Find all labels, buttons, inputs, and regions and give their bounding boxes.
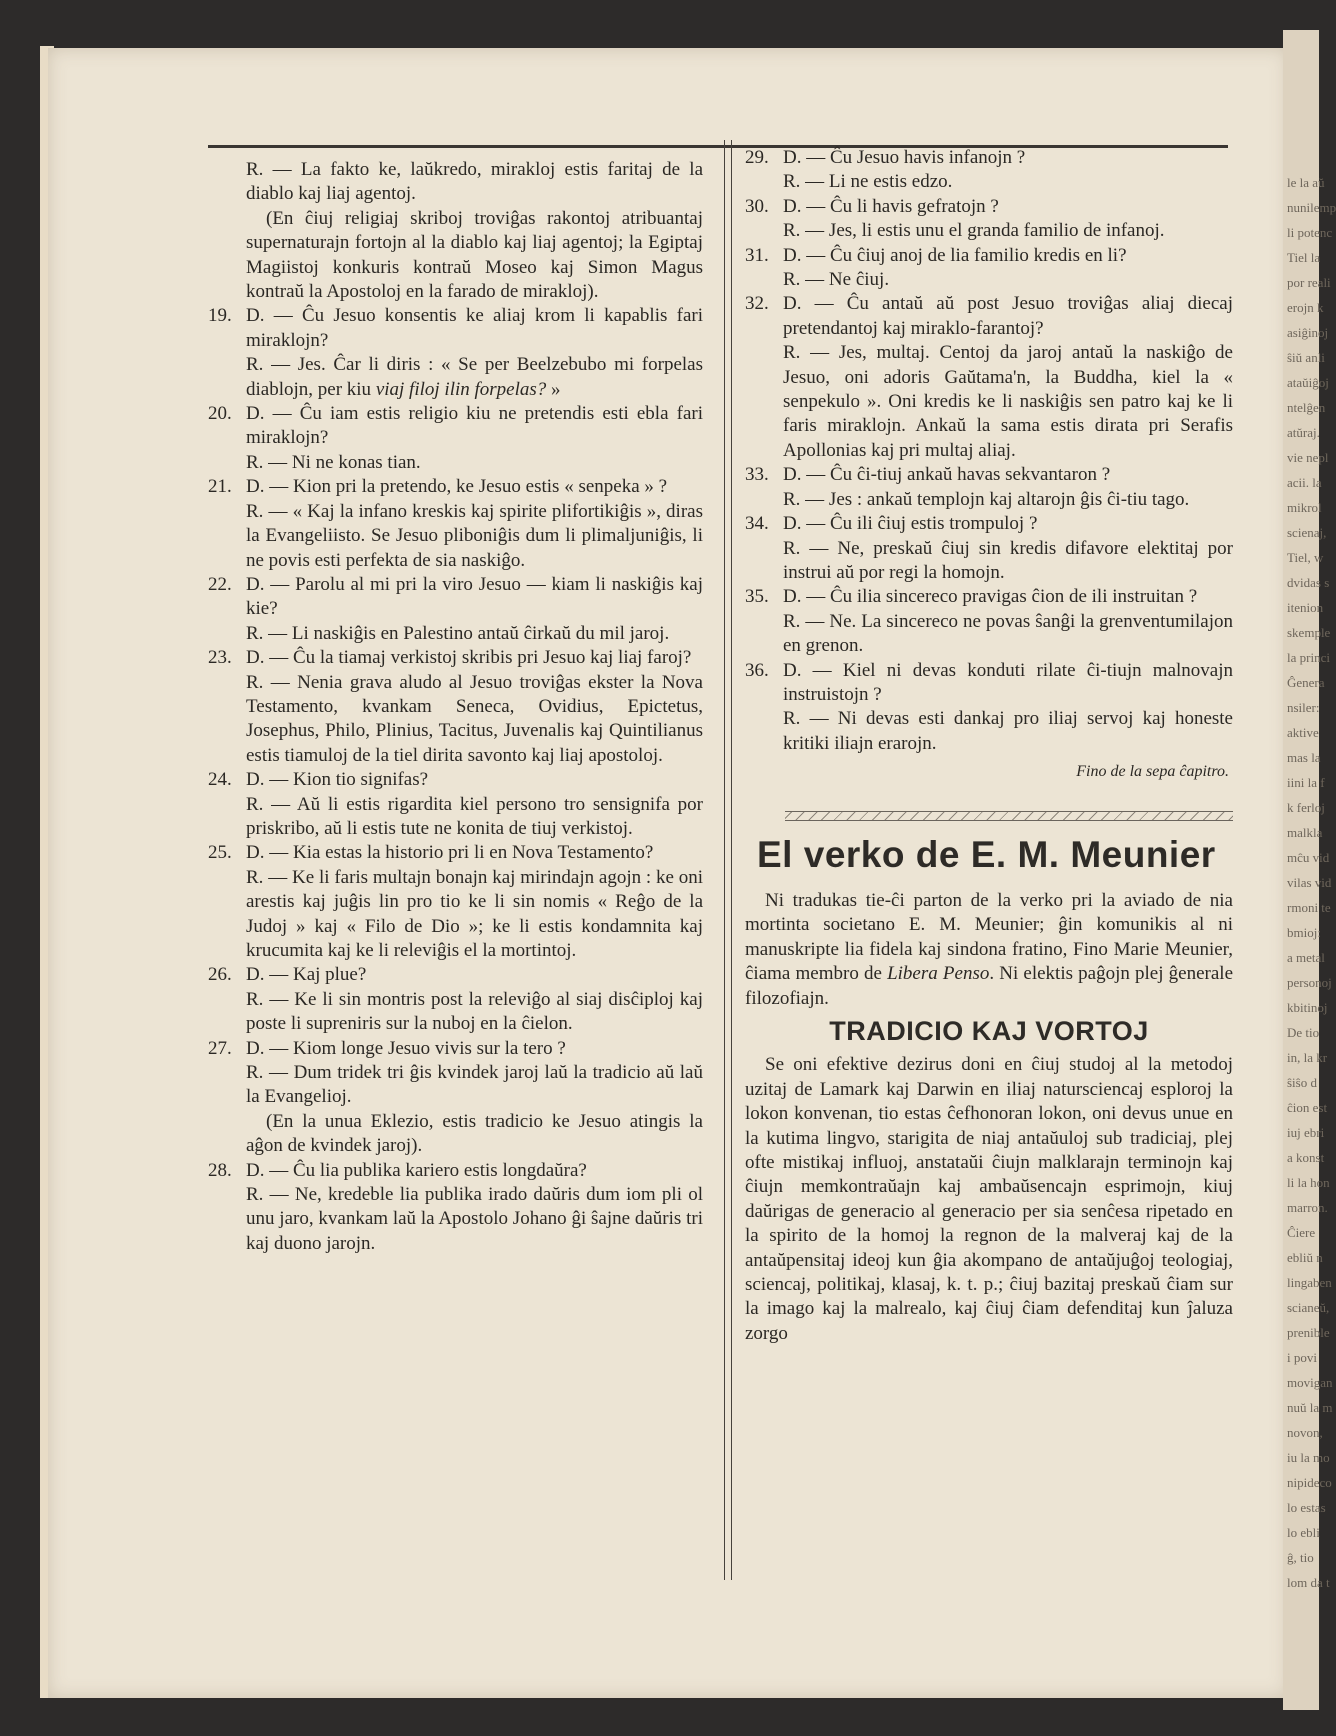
adjacent-page-line: mikrol — [1287, 500, 1322, 515]
adjacent-page-line: k ferloj — [1287, 800, 1325, 815]
adjacent-page-line: in, la kr — [1287, 1050, 1328, 1065]
adjacent-page-line: Ĝenera — [1287, 675, 1325, 690]
question-number: 29. — [745, 147, 769, 168]
question-item — [208, 402, 703, 451]
adjacent-page-line: ebliŭ n — [1287, 1250, 1323, 1265]
question-number: 35. — [745, 586, 769, 608]
question-number: 25. — [208, 842, 232, 864]
question-item — [208, 963, 703, 987]
question-number: 30. — [745, 195, 769, 217]
adjacent-page-line: lo ebli — [1287, 1525, 1320, 1540]
adjacent-page-line: personoj — [1287, 975, 1332, 990]
adjacent-page-line: la princi — [1287, 650, 1330, 665]
question-text: D. — Ĉu la tiamaj verkistoj skribis pri Jesuo kaj liaj faroj? — [246, 647, 692, 669]
adjacent-page-line: dvidas s — [1287, 575, 1330, 590]
adjacent-page-line: aktive — [1287, 725, 1319, 740]
question-item — [745, 146, 1233, 170]
question-item — [745, 244, 1233, 268]
question-text: D. — Ĉu Jesuo havis infanojn ? — [783, 147, 1026, 168]
answer-text: R. — Ke li sin montris post la releviĝo al siaj disĉiploj kaj poste li supreniris sur la nuboj en la ĉielon. — [246, 988, 703, 1035]
adjacent-page-line: le la aŭ — [1287, 175, 1325, 190]
answer-text: R. — Ne, preskaŭ ĉiuj sin kredis difavore elektitaj por instrui aŭ por regi la homojn. — [783, 537, 1233, 583]
adjacent-page-line: iini la f — [1287, 775, 1325, 790]
adjacent-page-line: skemple — [1287, 625, 1331, 640]
adjacent-page-line: por reali — [1287, 275, 1331, 290]
question-number: 31. — [745, 244, 769, 266]
adjacent-page-line: scianeŭ, — [1287, 1300, 1330, 1315]
question-number: 20. — [208, 403, 232, 425]
question-text: D. — Ĉu Jesuo konsentis ke aliaj krom li kapablis fari miraklojn? — [246, 305, 703, 351]
left-column — [208, 158, 703, 1256]
question-item — [208, 304, 703, 353]
question-item — [745, 463, 1233, 487]
question-text: D. — Kaj plue? — [246, 964, 367, 986]
question-item — [745, 659, 1233, 708]
chapter-end-note: Fino de la sepa ĉapitro. — [1076, 763, 1229, 781]
section-body: Se oni efektive dezirus doni en ĉiuj studoj al la metodoj uzitaj de Lamark kaj Darwin en iliaj natursciencaj esploroj la lokon konvenan, tio estas ĉefhonoran lokon, oni devus unue en la kutima lingvo, starigita de niaj antaŭuloj sub tradiciaj, plej ofte mistikaj influoj, anstataŭi ĉiujn malklarajn terminojn kaj ĉiujn memkontraŭajn kaj ambaŭsencajn esprimojn, kiuj daŭrigas de generacio al generacio per sia senĉesa ripetado en la spirito de la homoj la regnon de la malveraj kaj de la antaŭpensitaj ideoj kun ĝia akompano de antaŭjuĝoj teologiaj, sciencaj, politikaj, klasaj, k. t. p.; ĉiuj bazitaj preskaŭ ĉiam sur la imago kaj la malrealo, kaj ĉiuj ĉiam defenditaj kun ĵaluza zorgo — [745, 1054, 1233, 1344]
article-title: El verko de E. M. Meunier — [757, 833, 1216, 875]
question-number: 23. — [208, 647, 232, 669]
adjacent-page-line: bmioj: — [1287, 925, 1321, 940]
answer-text: R. — Ni ne konas tian. — [246, 451, 421, 473]
answer-text: R. — Ni devas esti dankaj pro iliaj servoj kaj honeste kritiki iliajn erarojn. — [783, 708, 1233, 754]
intro-note: (En ĉiuj religiaj skriboj troviĝas rakontoj atribuantaj supernaturajn fortojn al la diablo kaj liaj agentoj; la Egiptaj Magiistoj konkuris kontraŭ Moseo kaj Simon Magus kontraŭ la Apostoloj en la farado de mirakloj). — [246, 207, 703, 303]
adjacent-page-line: nsiler: — [1287, 700, 1320, 715]
question-text: D. — Ĉu antaŭ aŭ post Jesuo troviĝas aliaj diecaj pretendantoj kaj miraklo-farantoj? — [783, 293, 1233, 339]
question-text: D. — Parolu al mi pri la viro Jesuo — kiam li naskiĝis kaj kie? — [246, 573, 703, 620]
answer-text: R. — Li ne estis edzo. — [783, 171, 953, 193]
answer-text: R. — Ne, kredeble lia publika irado daŭris dum iom pli ol unu jaro, kvankam laŭ la Apostolo Johano ĝi ŝajne daŭris tri kaj duono jarojn. — [246, 1184, 703, 1254]
adjacent-page-line: ŝiŭ anli — [1287, 350, 1325, 365]
question-text: D. — Kion pri la pretendo, ke Jesuo estis « senpeka » ? — [246, 476, 668, 498]
adjacent-page-line: Ĉiere — [1287, 1225, 1316, 1240]
question-item — [745, 512, 1233, 536]
adjacent-page-line: vie nepl — [1287, 450, 1329, 465]
adjacent-page-line: li la hon — [1287, 1175, 1330, 1190]
adjacent-page-line: ĉion est — [1287, 1100, 1328, 1115]
adjacent-page-line: novon, — [1287, 1425, 1323, 1440]
question-text: D. — Ĉu ili ĉiuj estis trompuloj ? — [783, 513, 1038, 535]
question-number: 26. — [208, 964, 232, 986]
adjacent-page-line: rmoni te — [1287, 900, 1331, 915]
adjacent-page-line: lom da t — [1287, 1575, 1330, 1590]
question-text: D. — Kion tio signifas? — [246, 769, 429, 791]
answer-text: R. — Ne. La sincereco ne povas ŝanĝi la grenventumilajon en grenon. — [783, 610, 1233, 657]
answer-text: R. — Jes, multaj. Centoj da jaroj antaŭ la naskiĝo de Jesuo, oni adoris Gaŭtama'n, la Buddha, kiel la « senpekulo ». Oni kredis ke li naskiĝis sen patro kaj ke li faris miraklojn. Ankaŭ la sama estis dirata pri Serafis Apollonias kaj pri multaj aliaj. — [783, 342, 1233, 461]
answer-text: R. — Aŭ li estis rigardita kiel persono tro sensignifa por priskribo, aŭ li estis tute ne konita de tiuj verkistoj. — [246, 793, 703, 839]
question-number: 21. — [208, 476, 232, 498]
question-item — [745, 292, 1233, 341]
question-number: 24. — [208, 769, 232, 791]
adjacent-page-line: ŝiŝo d — [1287, 1075, 1317, 1090]
adjacent-page-edge — [1283, 30, 1336, 1710]
question-number: 36. — [745, 659, 769, 681]
adjacent-page-line: marron. — [1287, 1200, 1328, 1215]
answer-text: R. — Jes, li estis unu el granda familio de infanoj. — [783, 220, 1165, 242]
question-text: D. — Ĉu li havis gefratojn ? — [783, 195, 999, 217]
question-number: 34. — [745, 513, 769, 535]
question-number: 28. — [208, 1159, 232, 1181]
column-divider — [724, 140, 725, 1580]
adjacent-page-text — [1287, 170, 1336, 1595]
question-number: 33. — [745, 464, 769, 486]
question-text: D. — Ĉu iam estis religio kiu ne pretendis esti ebla fari miraklojn? — [246, 403, 703, 449]
answer-quote-emphasis: viaj filoj ilin forpelas? — [375, 378, 547, 400]
question-number: 19. — [208, 305, 232, 327]
adjacent-page-line: ĝ, tio — [1287, 1550, 1314, 1565]
question-text: D. — Kiel ni devas konduti rilate ĉi-tiujn malnovajn instruistojn ? — [783, 659, 1233, 705]
adjacent-page-line: i povi — [1287, 1350, 1317, 1365]
adjacent-page-line: kbitinoj — [1287, 1000, 1328, 1015]
adjacent-page-line: De tio — [1287, 1025, 1320, 1040]
answer-text-end: » — [546, 378, 561, 400]
article-intro — [745, 889, 1233, 1011]
question-item — [745, 585, 1233, 609]
question-text: D. — Ĉu ĉi-tiuj ankaŭ havas sekvantaron ? — [783, 464, 1111, 486]
adjacent-page-line: Tiel, w — [1287, 550, 1324, 565]
question-item — [208, 1037, 703, 1061]
right-column — [745, 146, 1233, 1346]
adjacent-page-line: Tiel la — [1287, 250, 1321, 265]
question-item — [745, 195, 1233, 219]
adjacent-page-line: iu la mo — [1287, 1450, 1330, 1465]
adjacent-page-line: nunilemp — [1287, 200, 1336, 215]
article-body — [745, 889, 1233, 1346]
answer-text: R. — Ne ĉiuj. — [783, 269, 890, 291]
answer-text — [208, 353, 703, 402]
adjacent-page-line: acii. la — [1287, 475, 1322, 490]
question-number: 32. — [745, 293, 769, 315]
adjacent-page-line: prenible — [1287, 1325, 1330, 1340]
question-text: D. — Ĉu ilia sincereco pravigas ĉion de ili instruitan ? — [783, 586, 1198, 608]
adjacent-page-line: nipideco — [1287, 1475, 1332, 1490]
column-divider-second — [731, 140, 732, 1580]
question-item — [208, 475, 703, 499]
adjacent-page-line: ataŭiĝoj — [1287, 375, 1329, 390]
adjacent-page-line: malkla — [1287, 825, 1323, 840]
question-item — [208, 573, 703, 622]
adjacent-page-line: mas la — [1287, 750, 1321, 765]
adjacent-page-line: asiĝinoj — [1287, 325, 1329, 340]
adjacent-page-line: a konst — [1287, 1150, 1325, 1165]
answer-text-part: R. — Jes. Ĉar li diris : « Se per Beelzebubo mi forpelas diablojn, per kiu — [246, 354, 703, 400]
adjacent-page-line: ntelĝen — [1287, 400, 1326, 415]
article-intro-text-a: Ni tradukas tie-ĉi parton de la verko pri la aviado de nia mortinta societano E. M. Meunier; ĝin komunikis al ni manuskripte lia fidela kaj sindona fratino, Fino Marie Meunier, ĉiama membro de — [745, 889, 1233, 985]
answer-text: R. — La fakto ke, laŭkredo, mirakloj estis faritaj de la diablo kaj liaj agentoj. — [246, 159, 703, 205]
adjacent-page-line: a metal — [1287, 950, 1325, 965]
adjacent-page-line: movigan — [1287, 1375, 1333, 1390]
answer-text: R. — Jes : ankaŭ templojn kaj altarojn ĝis ĉi-tiu tago. — [783, 488, 1190, 510]
section-subtitle: TRADICIO KAJ VORTOJ — [829, 1016, 1149, 1046]
question-number: 22. — [208, 573, 232, 595]
answer-text: R. — Dum tridek tri ĝis kvindek jaroj laŭ la tradicio aŭ laŭ la Evangelioj. — [246, 1062, 703, 1108]
question-item — [208, 841, 703, 865]
question-text: D. — Ĉu lia publika kariero estis longdaŭra? — [246, 1159, 587, 1181]
adjacent-page-line: mĉu vid — [1287, 850, 1330, 865]
answer-text: R. — Nenia grava aludo al Jesuo troviĝas ekster la Nova Testamento, kvankam Seneca, Ovidius, Epictetus, Josephus, Philo, Plinius, Tacitus, Juvenalis kaj Quintilianus estis tiamuloj de la tiel dirita savonto kaj liaj apostoloj. — [246, 671, 703, 766]
answer-text: R. — Ke li faris multajn bonajn kaj mirindajn agojn : ke oni arestis kaj juĝis lin pro tio ke li sin nomis « Reĝo de la Judoj » kaj « Filo de Dio »; ke li estis kondamnita kaj krucumita kaj ke li releviĝis el la mortintoj. — [246, 866, 703, 961]
adjacent-page-line: atŭraj. — [1287, 425, 1320, 440]
adjacent-page-line: scienaj, — [1287, 525, 1327, 540]
adjacent-page-line: erojn k — [1287, 300, 1324, 315]
adjacent-page-line: lo estas — [1287, 1500, 1326, 1515]
question-item — [208, 768, 703, 792]
question-item — [208, 1159, 703, 1183]
question-text: D. — Kiom longe Jesuo vivis sur la tero ? — [246, 1037, 566, 1059]
adjacent-page-line: vilas vid — [1287, 875, 1332, 890]
journal-name: Libera Penso — [887, 963, 990, 985]
answer-note: (En la unua Eklezio, estis tradicio ke Jesuo atingis la aĝon de kvindek jaroj). — [246, 1110, 703, 1157]
adjacent-page-line: li potenc — [1287, 225, 1333, 240]
article-intro-text-b: . Ni elektis paĝojn plej ĝenerale filozofiajn. — [745, 963, 1234, 1009]
question-number: 27. — [208, 1037, 232, 1059]
adjacent-page-line: lingaben — [1287, 1275, 1332, 1290]
answer-text: R. — Li naskiĝis en Palestino antaŭ ĉirkaŭ du mil jaroj. — [246, 622, 670, 644]
adjacent-page-line: itenion — [1287, 600, 1324, 615]
question-text: D. — Ĉu ĉiuj anoj de lia familio kredis en li? — [783, 244, 1127, 266]
decorative-wave-divider — [785, 811, 1233, 821]
question-text: D. — Kia estas la historio pri li en Nova Testamento? — [246, 842, 654, 864]
question-item — [208, 646, 703, 670]
answer-text: R. — « Kaj la infano kreskis kaj spirite plifortikiĝis », diras la Evangeliisto. Se Jesuo pliboniĝis dum li plimaljuniĝis, li ne povis esti perfekta de sia naskiĝo. — [246, 500, 703, 571]
adjacent-page-line: nuŭ la m — [1287, 1400, 1333, 1415]
adjacent-page-line: iuj ebri — [1287, 1125, 1325, 1140]
